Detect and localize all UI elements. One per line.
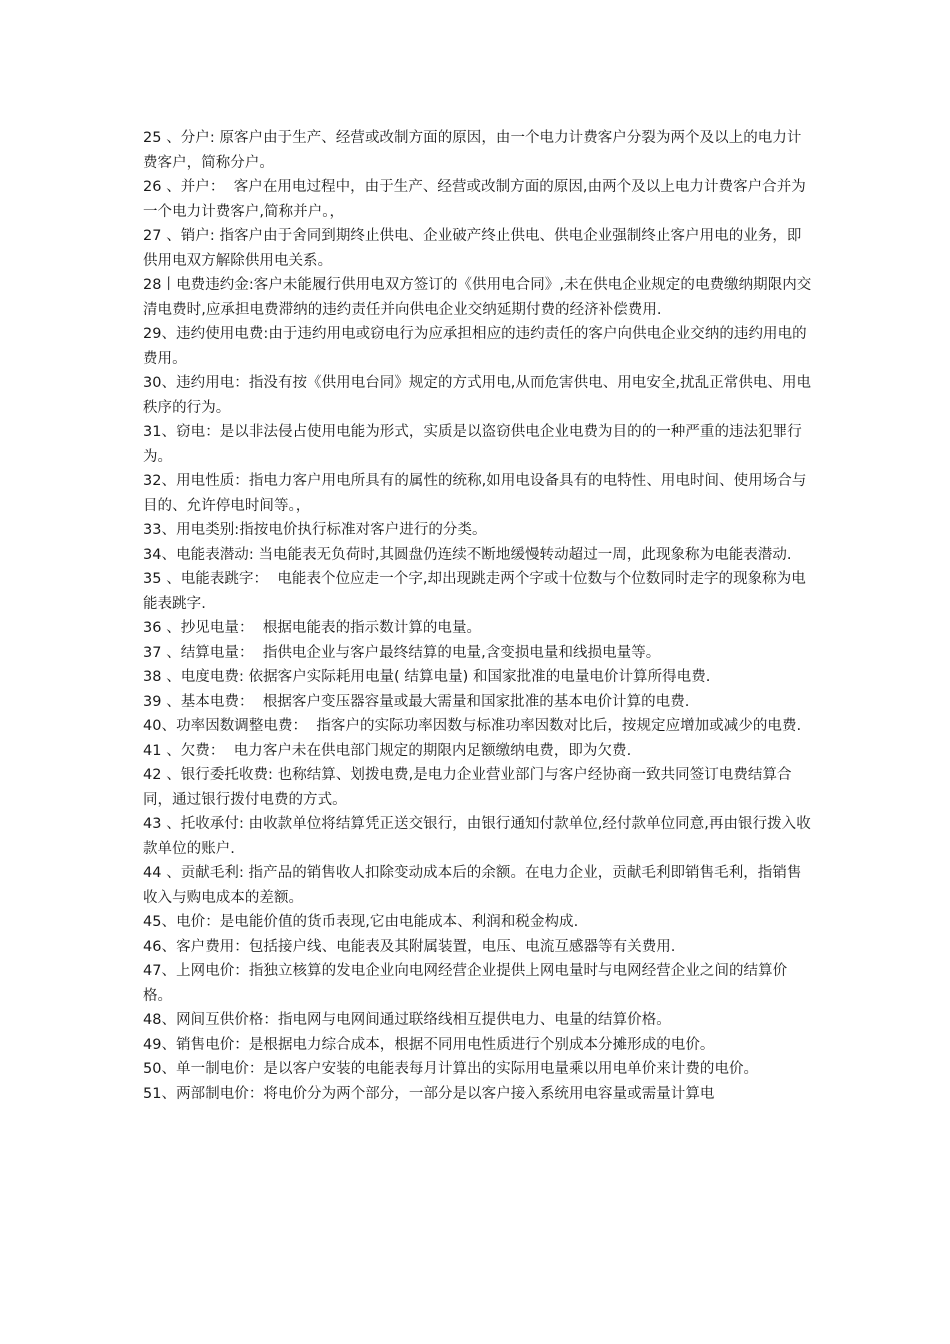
entry-43: 43 、托收承付: 由收款单位将结算凭正送交银行，由银行通知付款单位,经付款单位同意,再由银行拨入收款单位的账户. xyxy=(143,816,811,857)
entry-27: 27 、销户: 指客户由于舍同到期终止供电、企业破产终止供电、供电企业强制终止客户用电的业务，即供用电双方解除供用电关系。 xyxy=(143,228,802,269)
entry-40: 40、功率因数调整电费： 指客户的实际功率因数与标准功率因数对比后，按规定应增加或减少的电费. xyxy=(143,718,802,734)
entry-39: 39 、基本电费： 根据客户变压器容量或最大需量和国家批准的基本电价计算的电费. xyxy=(143,693,690,710)
entry-33: 33、用电类别:指按电价执行标准对客户进行的分类。 xyxy=(143,522,487,538)
document-body xyxy=(143,126,815,1106)
entry-48: 48、网间互供价格：指电网与电网间通过联络线相互提供电力、电量的结算价格。 xyxy=(143,1012,671,1028)
entry-44: 44 、贡献毛利: 指产品的销售收人扣除变动成本后的余额。在电力企业，贡献毛利即销售毛利，指销售收入与购电成本的差额。 xyxy=(143,865,802,906)
entry-30: 30、违约用电：指没有按《供用电台同》规定的方式用电,从而危害供电、用电安全,扰乱正常供电、用电秩序的行为。 xyxy=(143,375,812,416)
entry-47: 47、上网电价：指独立核算的发电企业向电网经营企业提供上网电量时与电网经营企业之间的结算价格。 xyxy=(143,963,788,1004)
entry-29: 29、违约使用电费:由于违约用电或窃电行为应承担相应的违约责任的客户向供电企业交纳的违约用电的费用。 xyxy=(143,326,807,367)
entry-28: 28丨电费违约金:客户未能履行供用电双方签订的《供用电合同》,未在供电企业规定的电费缴纳期限内交清电费时,应承担电费滞纳的违约责任并向供电企业交纳延期付费的经济补偿费用. xyxy=(143,277,812,318)
entry-50: 50、单一制电价：是以客户安装的电能表每月计算出的实际用电量乘以用电单价来计费的电价。 xyxy=(143,1061,759,1077)
entry-38: 38 、电度电费: 依据客户实际耗用电量( 结算电量) 和国家批准的电量电价计算所得电费. xyxy=(143,669,711,685)
entry-36: 36 、抄见电量： 根据电能表的指示数计算的电量。 xyxy=(143,620,482,636)
entry-49: 49、销售电价：是根据电力综合成本，根据不同用电性质进行个别成本分摊形成的电价。 xyxy=(143,1036,715,1053)
entry-25: 25 、分户: 原客户由于生产、经营或改制方面的原因，由一个电力计费客户分裂为两个及以上的电力计费客户，简称分户。 xyxy=(143,130,802,171)
entry-26: 26 、并户： 客户在用电过程中，由于生产、经营或改制方面的原因,由两个及以上电力计费客户合并为一个电力计费客户,简称并户。， xyxy=(143,179,806,220)
entry-51: 51、两部制电价：将电价分为两个部分，一部分是以客户接入系统用电容量或需量计算电 xyxy=(143,1085,715,1102)
entry-41: 41 、欠费： 电力客户未在供电部门规定的期限内足额缴纳电费，即为欠费. xyxy=(143,742,632,759)
entry-46: 46、客户费用：包括接户线、电能表及其附属装置，电压、电流互感器等有关费用. xyxy=(143,938,676,955)
entry-45: 45、电价：是电能价值的货币表现,它由电能成本、利润和税金构成. xyxy=(143,914,579,930)
entry-35: 35 、电能表跳字： 电能表个位应走一个字,却出现跳走两个字或十位数与个位数同时走字的现象称为电能表跳字. xyxy=(143,571,806,612)
entry-32: 32、用电性质：指电力客户用电所具有的属性的统称,如用电设备具有的电特性、用电时间、使用场合与目的、允许停电时间等。， xyxy=(143,473,807,514)
entry-37: 37 、结算电量： 指供电企业与客户最终结算的电量,含变损电量和线损电量等。 xyxy=(143,644,661,661)
entry-31: 31、窃电：是以非法侵占使用电能为形式，实质是以盗窃供电企业电费为目的的一种严重的违法犯罪行为。 xyxy=(143,424,802,465)
entry-34: 34、电能表潜动: 当电能表无负荷时,其圆盘仍连续不断地缓慢转动超过一周，此现象称为电能表潜动. xyxy=(143,546,792,563)
entry-42: 42 、银行委托收费: 也称结算、划拨电费,是电力企业营业部门与客户经协商一致共同签订电费结算合同，通过银行拨付电费的方式。 xyxy=(143,767,792,808)
